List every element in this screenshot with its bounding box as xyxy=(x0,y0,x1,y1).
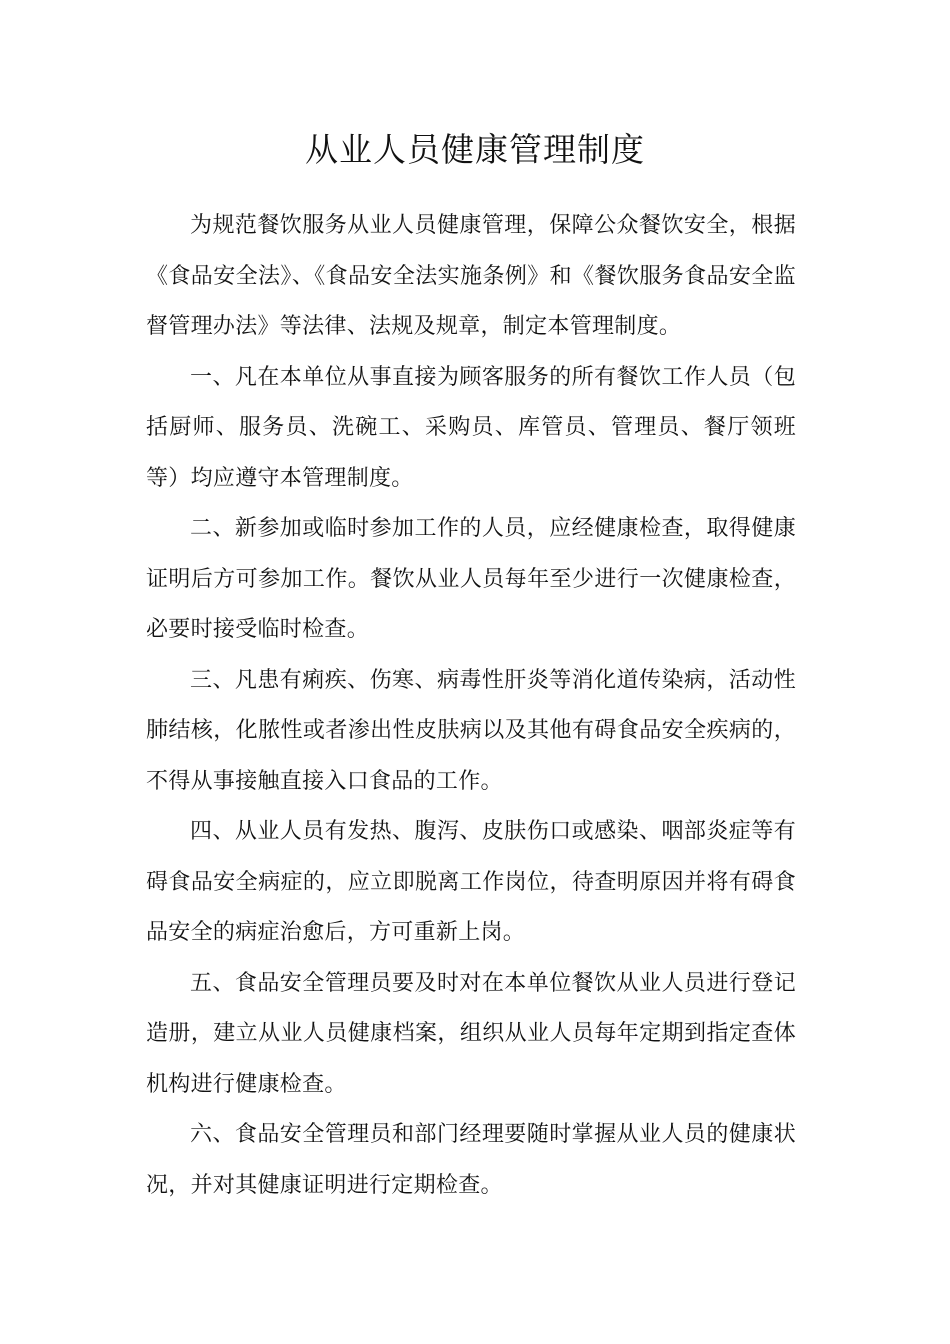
paragraph-clause-4: 四、从业人员有发热、腹泻、皮肤伤口或感染、咽部炎症等有碍食品安全病症的，应立即脱离工作岗位，待查明原因并将有碍食品安全的病症治愈后，方可重新上岗。 xyxy=(146,819,796,945)
paragraph-preamble: 为规范餐饮服务从业人员健康管理，保障公众餐饮安全，根据《食品安全法》、《食品安全法实施条例》和《餐饮服务食品安全监督管理办法》等法律、法规及规章，制定本管理制度。 xyxy=(146,213,796,339)
paragraph-clause-2: 二、新参加或临时参加工作的人员，应经健康检查，取得健康证明后方可参加工作。餐饮从业人员每年至少进行一次健康检查，必要时接受临时检查。 xyxy=(146,516,796,642)
paragraph-clause-5: 五、食品安全管理员要及时对在本单位餐饮从业人员进行登记造册，建立从业人员健康档案，组织从业人员每年定期到指定查体机构进行健康检查。 xyxy=(146,970,796,1097)
document-title: 从业人员健康管理制度 xyxy=(305,130,645,169)
paragraph-clause-3: 三、凡患有痢疾、伤寒、病毒性肝炎等消化道传染病，活动性肺结核，化脓性或者渗出性皮肤病以及其他有碍食品安全疾病的，不得从事接触直接入口食品的工作。 xyxy=(146,667,796,794)
document-body xyxy=(146,201,796,1211)
paragraph-clause-1: 一、凡在本单位从事直接为顾客服务的所有餐饮工作人员（包括厨师、服务员、洗碗工、采购员、库管员、管理员、餐厅领班等）均应遵守本管理制度。 xyxy=(146,364,796,491)
paragraph-clause-6: 六、食品安全管理员和部门经理要随时掌握从业人员的健康状况，并对其健康证明进行定期检查。 xyxy=(146,1122,796,1198)
